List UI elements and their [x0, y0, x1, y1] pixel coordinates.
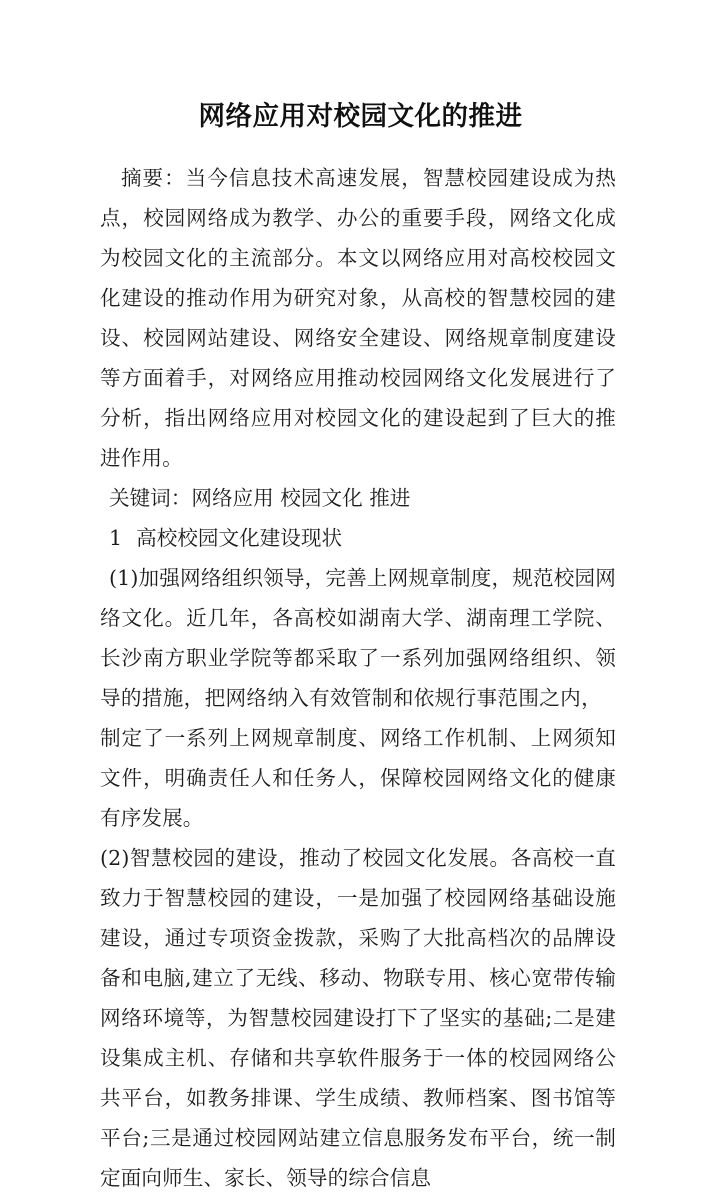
section-heading-1	[100, 518, 616, 558]
paragraph-item-1-part-a: (1)加强网络组织领导，完善上网规章制度，规范校园网络文化。近几年，各高校如湖南大学、湖南理工学院、长沙南方职业学院等都采取了一系列加强网络组织、领导的措施，把网络纳入有效管制和依规行事范围之内，	[100, 566, 616, 710]
paragraph-item-2: (2)智慧校园的建设，推动了校园文化发展。各高校一直致力于智慧校园的建设，一是加强了校园网络基础设施建设，通过专项资金拨款，采购了大批高档次的品牌设备和电脑,建立了无线、移动、物联专用、核心宽带传输网络环境等，为智慧校园建设打下了坚实的基础;二是建设集成主机、存储和共享软件服务于一体的校园网络公共平台，如教务排课、学生成绩、教师档案、图书馆等平台;三是通过校园网站建立信息服务发布平台，统一制定面向师生、家长、领导的综合信息	[100, 846, 616, 1190]
paragraph-item-1-part-b: 制定了一系列上网规章制度、网络工作机制、上网须知文件，明确责任人和任务人，保障校园网络文化的健康有序发展。	[100, 726, 616, 830]
paragraph-item-1	[100, 558, 616, 838]
section-number: 1	[109, 526, 123, 550]
document-body	[100, 158, 616, 1198]
page-title: 网络应用对校园文化的推进	[198, 100, 523, 132]
keywords-line: 关键词：网络应用 校园文化 推进	[109, 486, 411, 510]
section-heading-text: 高校校园文化建设现状	[136, 526, 343, 550]
abstract-paragraph: 摘要：当今信息技术高速发展，智慧校园建设成为热点，校园网络成为教学、办公的重要手段，网络文化成为校园文化的主流部分。本文以网络应用对高校校园文化建设的推动作用为研究对象，从高校的智慧校园的建设、校园网站建设、网络安全建设、网络规章制度建设等方面着手，对网络应用推动校园网络文化发展进行了分析，指出网络应用对校园文化的建设起到了巨大的推进作用。	[100, 166, 616, 470]
